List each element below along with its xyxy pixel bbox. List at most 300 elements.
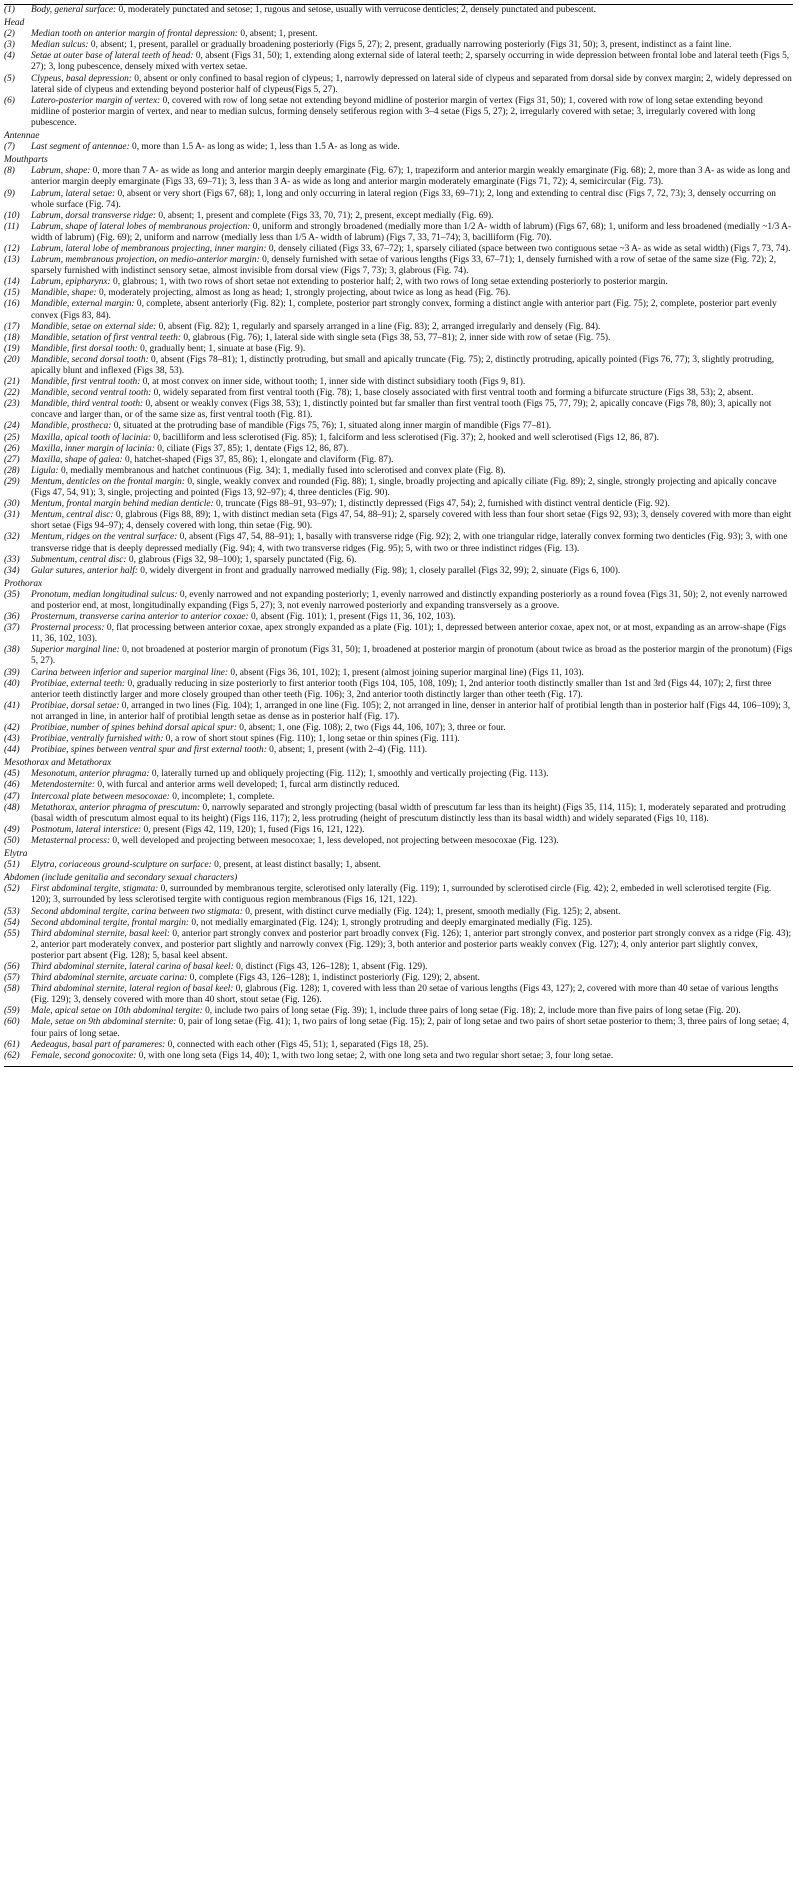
character-number: (51) — [4, 860, 20, 871]
character-entry — [4, 466, 793, 477]
character-description — [31, 333, 793, 344]
character-states: 0, ciliate (Figs 37, 85); 1, dentate (Figs 12, 86, 87). — [154, 443, 349, 454]
character-label: Elytra, coriaceous ground-sculpture on surface: — [31, 860, 212, 871]
character-states: 0, medially membranous and hatchet continuous (Fig. 34); 1, medially fused into sclerotised and convex plate (Fig. 8). — [58, 465, 506, 476]
character-number: (20) — [4, 354, 20, 365]
character-entry — [4, 355, 793, 377]
character-entry — [4, 333, 793, 344]
character-entry — [4, 907, 793, 918]
character-label: Maxilla, shape of galea: — [31, 454, 123, 465]
character-states: 0, gradually bent; 1, sinuate at base (Fig. 9). — [137, 343, 306, 354]
character-entry — [4, 701, 793, 723]
character-label: Aedeagus, basal part of parameres: — [31, 1039, 166, 1050]
character-description — [31, 29, 793, 40]
character-entry — [4, 322, 793, 333]
character-label: Second abdominal tergite, carina between two stigmata: — [31, 906, 243, 917]
character-label: Mandible, shape: — [31, 288, 97, 299]
character-entry — [4, 734, 793, 745]
character-description — [31, 860, 793, 871]
character-label: Last segment of antennae: — [31, 142, 130, 153]
character-description — [31, 645, 793, 667]
character-description — [31, 355, 793, 377]
character-states: 0, incomplete; 1, complete. — [169, 791, 275, 802]
character-label: Gular sutures, anterior half: — [31, 565, 138, 576]
character-number: (61) — [4, 1039, 20, 1050]
character-label: Median sulcus: — [31, 40, 89, 51]
character-description — [31, 792, 793, 803]
character-entry — [4, 377, 793, 388]
character-entry — [4, 166, 793, 188]
character-description — [31, 973, 793, 984]
character-description — [31, 377, 793, 388]
character-entry — [4, 723, 793, 734]
character-description — [31, 623, 793, 645]
character-description — [31, 299, 793, 321]
character-label: Female, second gonocoxite: — [31, 1050, 137, 1061]
character-label: Prosternum, transverse carina anterior to anterior coxae: — [31, 612, 249, 623]
character-description — [31, 1051, 793, 1062]
character-label: Mentum, central disc: — [31, 510, 114, 521]
character-description — [31, 884, 793, 906]
character-description — [31, 466, 793, 477]
character-list — [4, 5, 793, 1062]
character-entry — [4, 399, 793, 421]
character-number: (14) — [4, 277, 20, 288]
character-description — [31, 96, 793, 129]
character-label: Mandible, second ventral tooth: — [31, 388, 152, 399]
character-label: Mandible, prostheca: — [31, 421, 112, 432]
character-label: Third abdominal sternite, lateral region of basal keel: — [31, 984, 234, 995]
character-entry — [4, 344, 793, 355]
character-label: Latero-posterior margin of vertex: — [31, 95, 161, 106]
character-description — [31, 166, 793, 188]
character-entry — [4, 433, 793, 444]
character-entry — [4, 803, 793, 825]
character-label: Third abdominal sternite, basal keel: — [31, 928, 170, 939]
character-number: (8) — [4, 166, 15, 177]
character-label: Third abdominal sternite, arcuate carina: — [31, 973, 188, 984]
character-entry — [4, 444, 793, 455]
character-number: (45) — [4, 769, 20, 780]
character-entry — [4, 1006, 793, 1017]
character-number: (24) — [4, 421, 20, 432]
character-states: 0, moderately punctated and setose; 1, rugous and setose, usually with verrucose denticles; 2, densely punctated and pubescent. — [116, 5, 596, 15]
character-number: (57) — [4, 973, 20, 984]
character-states: 0, connected with each other (Figs 45, 51); 1, separated (Figs 18, 25). — [165, 1039, 429, 1050]
character-entry — [4, 962, 793, 973]
character-number: (19) — [4, 343, 20, 354]
character-description — [31, 142, 793, 153]
character-entry — [4, 222, 793, 244]
character-number: (60) — [4, 1017, 20, 1028]
character-entry — [4, 612, 793, 623]
character-label: Male, setae on 9th abdominal sternite: — [31, 1017, 177, 1028]
character-entry — [4, 1051, 793, 1062]
character-label: Mandible, first ventral tooth: — [31, 377, 141, 388]
character-states: 0, absent or very short (Figs 67, 68); 1, long and only occurring in lateral region (Figs 33, 69–71); 2, long and extending to central disc (Figs 7, 72, 73); 3, densely occurring on whole surface (Fig. 74). — [31, 188, 776, 210]
character-entry — [4, 74, 793, 96]
character-number: (6) — [4, 95, 15, 106]
character-number: (59) — [4, 1006, 20, 1017]
character-label: Body, general surface: — [31, 5, 117, 15]
character-description — [31, 907, 793, 918]
character-entry — [4, 96, 793, 129]
character-entry — [4, 388, 793, 399]
character-description — [31, 288, 793, 299]
character-label: Labrum, dorsal transverse ridge: — [31, 210, 157, 221]
character-description — [31, 723, 793, 734]
character-description — [31, 5, 793, 16]
character-number: (35) — [4, 589, 20, 600]
character-number: (40) — [4, 678, 20, 689]
character-entry — [4, 555, 793, 566]
character-states: 0, absent or only confined to basal region of clypeus; 1, narrowly depressed on lateral side of clypeus and separated from dorsal side by convex margin; 2, widely depressed on lateral side of clypeus and extending beyond posterior half of clypeus(Figs 5, 27). — [31, 73, 792, 95]
character-number: (39) — [4, 667, 20, 678]
character-label: Maxilla, apical tooth of lacinia: — [31, 432, 152, 443]
character-description — [31, 734, 793, 745]
character-description — [31, 1006, 793, 1017]
character-entry — [4, 918, 793, 929]
character-states: 0, widely divergent in front and gradually narrowed medially (Fig. 98); 1, closely parallel (Figs 32, 99); 2, sinuate (Figs 6, 100). — [137, 565, 621, 576]
character-states: 0, absent; 1, present, parallel or gradually broadening posteriorly (Figs 5, 27); 2, present, gradually narrowing posteriorly (Figs 31, 50); 3, present, indistinct as a faint line. — [88, 40, 732, 51]
character-number: (22) — [4, 388, 20, 399]
character-entry — [4, 29, 793, 40]
character-number: (36) — [4, 612, 20, 623]
character-states: 0, absent (Fig. 101); 1, present (Figs 11, 36, 102, 103). — [248, 612, 456, 623]
character-description — [31, 510, 793, 532]
character-description — [31, 399, 793, 421]
character-number: (54) — [4, 917, 20, 928]
character-states: 0, more than 7 A- as wide as long and anterior margin deeply emarginate (Fig. 67); 1, trapeziform and anterior margin weakly emarginate (Fig. 68); 2, more than 3 A- as wide as long and anterior margin deeply emarginate (Figs 33, 69–71); 3, less than 3 A- as wide as long and anterior margin moderately emarginate (Figs 71, 72); 4, semicircular (Fig. 73). — [31, 166, 791, 188]
character-label: Third abdominal sternite, lateral carina of basal keel: — [31, 961, 234, 972]
character-description — [31, 388, 793, 399]
character-entry — [4, 679, 793, 701]
section-heading: Abdomen (include genitalia and secondary sexual characters) — [4, 873, 238, 884]
character-states: 0, with furcal and anterior arms well developed; 1, furcal arm distinctly reduced. — [95, 780, 400, 791]
character-states: 0, present (Figs 42, 119, 120); 1, fused (Figs 16, 121, 122). — [141, 824, 365, 835]
character-number: (27) — [4, 454, 20, 465]
character-states: 0, absent; 1, present. — [238, 29, 318, 40]
character-label: Submentum, central disc: — [31, 554, 127, 565]
character-states: 0, absent; 1, present and complete (Figs 33, 70, 71); 2, present, except medially (Fig. 69). — [156, 210, 494, 221]
character-states: 0, anterior part strongly convex and posterior part broadly convex (Fig. 126); 1, anterior part strongly convex, and posterior part strongly convex as a ridge (Fig. 43); 2, anterior part moderately convex, and posterior part slightly and narrowly convex (Fig. 129); 3, both anterior and posterior parts weakly convex (Fig. 127); 4, only anterior part slightly convex, posterior part absent (Fig. 128); 5, basal keel absent. — [31, 928, 792, 961]
character-number: (43) — [4, 734, 20, 745]
character-label: Prosternal process: — [31, 623, 105, 634]
character-description — [31, 74, 793, 96]
character-states: 0, bacilliform and less sclerotised (Fig. 85); 1, falciform and less sclerotised (Fig. 37); 2, hooked and well sclerotised (Figs 12, 86, 87). — [151, 432, 660, 443]
character-entry — [4, 929, 793, 962]
character-states: 0, glabrous (Figs 88, 89); 1, with distinct median seta (Figs 47, 54, 88–91); 2, sparsely covered with less than four short setae (Figs 92, 93); 3, densely covered with more than eight short setae (Figs 94–97); 4, densely covered with long, thin setae (Fig. 90). — [31, 510, 792, 532]
character-states: 0, situated at the protruding base of mandible (Figs 75, 76); 1, situated along inner margin of mandible (Figs 77–81). — [111, 421, 552, 432]
character-number: (31) — [4, 510, 20, 521]
character-description — [31, 918, 793, 929]
character-number: (16) — [4, 299, 20, 310]
character-entry — [4, 668, 793, 679]
character-label: Protibiae, spines between ventral spur and first external tooth: — [31, 745, 267, 756]
character-description — [31, 701, 793, 723]
character-label: Mandible, setation of first ventral teeth: — [31, 332, 181, 343]
character-number: (13) — [4, 255, 20, 266]
character-number: (21) — [4, 377, 20, 388]
character-description — [31, 222, 793, 244]
character-entry — [4, 277, 793, 288]
character-states: 0, glabrous (Fig. 128); 1, covered with less than 20 setae of various lengths (Figs 43, 127); 2, covered with more than 40 setae of various lengths (Fig. 129); 3, densely covered with more than 40 short, stout setae (Fig. 126). — [31, 984, 779, 1006]
character-entry — [4, 455, 793, 466]
character-states: 0, complete, absent anteriorly (Fig. 82); 1, complete, posterior part strongly convex, forming a distinct angle with anterior part (Fig. 75); 2, complete, posterior part evenly convex (Figs 83, 84). — [31, 299, 777, 321]
character-entry — [4, 499, 793, 510]
character-label: Mentum, ridges on the ventral surface: — [31, 532, 178, 543]
character-states: 0, flat processing between anterior coxae, apex strongly expanded as a plate (Fig. 101); 1, depressed between anterior coxae, apex not, or at most, expanding as an arrow-shape (Figs 11, 36, 102, 103). — [31, 623, 787, 645]
character-number: (26) — [4, 443, 20, 454]
character-number: (2) — [4, 29, 15, 40]
character-number: (34) — [4, 565, 20, 576]
character-description — [31, 668, 793, 679]
character-label: Metathorax, anterior phragma of prescutum: — [31, 802, 201, 813]
character-states: 0, present, at least distinct basally; 1, absent. — [211, 860, 382, 871]
character-entry — [4, 40, 793, 51]
character-description — [31, 612, 793, 623]
character-states: 0, laterally turned up and obliquely projecting (Fig. 112); 1, smoothly and vertically projecting (Fig. 113). — [149, 769, 549, 780]
character-entry — [4, 1017, 793, 1039]
character-states: 0, not broadened at posterior margin of pronotum (Figs 31, 50); 1, broadened at posterior margin of pronotum (about twice as broad as the posterior margin of the pronotum) (Figs 5, 27). — [31, 645, 793, 667]
character-number: (58) — [4, 984, 20, 995]
character-entry — [4, 299, 793, 321]
character-description — [31, 40, 793, 51]
character-description — [31, 455, 793, 466]
character-entry — [4, 884, 793, 906]
character-label: Protibiae, ventrally furnished with: — [31, 734, 164, 745]
character-number: (46) — [4, 780, 20, 791]
character-description — [31, 825, 793, 836]
character-states: 0, at most convex on inner side, without tooth; 1, inner side with distinct subsidiary tooth (Figs 9, 81). — [140, 377, 526, 388]
character-label: Mandible, second dorsal tooth: — [31, 354, 149, 365]
character-description — [31, 1040, 793, 1051]
character-entry — [4, 836, 793, 847]
character-description — [31, 255, 793, 277]
character-entry — [4, 645, 793, 667]
character-description — [31, 962, 793, 973]
character-number: (55) — [4, 928, 20, 939]
character-states: 0, single, weakly convex and rounded (Fig. 88); 1, single, broadly projecting and apically ciliate (Fig. 89); 2, single, strongly projecting and apically concave (Figs 47, 54, 91); 3, single, projecting and pointed (Figs 13, 92–97); 4, three denticles (Fig. 90). — [31, 476, 777, 499]
character-states: 0, uniform and strongly broadened (medially more than 1/2 A- width of labrum) (Figs 67, 68); 1, uniform and less broadened (medially ~1/3 A- width of labrum) (Fig. 69); 2, uniform and narrow (medially less than 1/5 A- width of labrum) (Figs 7, 33, 71–74); 3, bacilliform (Fig. 70). — [31, 221, 792, 243]
character-number: (41) — [4, 700, 20, 711]
character-states: 0, a row of short stout spines (Fig. 110); 1, long setae or thin spines (Fig. 111). — [163, 734, 460, 745]
character-label: Median tooth on anterior margin of frontal depression: — [31, 29, 239, 40]
character-label: Protibiae, dorsal setae: — [31, 700, 120, 711]
character-number: (30) — [4, 499, 20, 510]
section-heading: Head — [4, 18, 25, 29]
character-description — [31, 769, 793, 780]
character-entry — [4, 51, 793, 73]
character-number: (50) — [4, 835, 20, 846]
character-states: 0, glabrous; 1, with two rows of short setae not extending to posterior half; 2, with two rows of long setae extending posteriorly to posterior margin. — [110, 277, 668, 288]
character-number: (4) — [4, 51, 15, 62]
character-states: 0, hatchet-shaped (Figs 37, 85, 86); 1, elongate and claviform (Fig. 87). — [122, 454, 394, 465]
character-states: 0, include two pairs of long setae (Fig. 39); 1, include three pairs of long setae (Fig. 18); 2, include more than five pairs of long setae (Fig. 20). — [202, 1006, 741, 1017]
character-entry — [4, 211, 793, 222]
character-label: Postnotum, lateral interstice: — [31, 824, 142, 835]
character-label: Mesonotum, anterior phragma: — [31, 769, 150, 780]
character-description — [31, 780, 793, 791]
character-states: 0, arranged in two lines (Fig. 104); 1, arranged in one line (Fig. 105); 2, not arranged in line, denser in anterior half of protibial length than in posterior half (Figs 44, 106–109); 3, not arranged in line, in anterior half of protibial length setae as dense as in posterior half (Fig. 17). — [31, 700, 791, 722]
character-number: (12) — [4, 243, 20, 254]
character-entry — [4, 860, 793, 871]
character-label: Intercoxal plate between mesocoxae: — [31, 791, 170, 802]
character-description — [31, 679, 793, 701]
character-entry — [4, 532, 793, 554]
character-description — [31, 421, 793, 432]
character-label: Labrum, lateral lobe of membranous projecting, inner margin: — [31, 243, 267, 254]
character-label: Metendosternite: — [31, 780, 96, 791]
character-description — [31, 532, 793, 554]
character-number: (62) — [4, 1050, 20, 1061]
character-label: Mandible, external margin: — [31, 299, 135, 310]
character-number: (23) — [4, 399, 20, 410]
character-states: 0, surrounded by membranous tergite, sclerotised only laterally (Fig. 119); 1, surrounded by sclerotised circle (Fig. 42); 2, embeded in well sclerotised tergite (Fig. 120); 3, surrounded by less sclerotised tergite with contiguous region membranous (Figs 16, 121, 122). — [31, 884, 772, 906]
character-states: 0, absent (Figs 47, 54, 88–91); 1, basally with transverse ridge (Fig. 92); 2, with one triangular ridge, laterally convex forming two denticles (Fig. 93); 3, with one transverse ridge that is deeply depressed medially (Fig. 94); 4, with two transverse ridges (Fig. 95); 5, with two or three indistinct ridges (Fig. 13). — [31, 532, 788, 554]
character-states: 0, absent (Figs 31, 50); 1, extending along external side of lateral teeth; 2, sparsely occurring in wide depression between frontal lobe and lateral teeth (Figs 5, 27); 3, long pubescence, densely mixed with vertex setae. — [31, 51, 790, 73]
character-states: 0, narrowly separated and strongly projecting (basal width of prescutum far less than its height) (Figs 35, 114, 115); 1, moderately separated and protruding (basal width of prescutum almost equal to its height) (Figs 116, 117); 2, less protruding (height of prescutum distinctly less than its basal width) and widely separated (Figs 10, 118). — [31, 802, 786, 824]
character-states: 0, absent; 1, present (with 2–4) (Fig. 111). — [266, 745, 428, 756]
character-description — [31, 929, 793, 962]
character-number: (33) — [4, 554, 20, 565]
character-entry — [4, 255, 793, 277]
character-label: Labrum, shape: — [31, 166, 91, 177]
character-number: (28) — [4, 465, 20, 476]
character-states: 0, present, with distinct curve medially (Fig. 124); 1, present, smooth medially (Fig. 125); 2, absent. — [242, 906, 621, 917]
character-entry — [4, 288, 793, 299]
character-states: 0, densely ciliated (Figs 33, 67–72); 1, sparsely ciliated (space between two contiguous setae ~3 A- as wide as setal width) (Figs 7, 73, 74). — [266, 243, 791, 254]
character-label: Protibiae, external teeth: — [31, 678, 126, 689]
character-number: (44) — [4, 745, 20, 756]
character-number: (5) — [4, 73, 15, 84]
character-label: Mandible, setae on external side: — [31, 321, 157, 332]
character-number: (25) — [4, 432, 20, 443]
character-states: 0, truncate (Figs 88–91, 93–97); 1, distinctly depressed (Figs 47, 54); 2, furnished with distinct ventral denticle (Fig. 92). — [213, 499, 670, 510]
character-entry — [4, 780, 793, 791]
character-label: Protibiae, number of spines behind dorsal apical spur: — [31, 723, 237, 733]
character-number: (56) — [4, 961, 20, 972]
character-label: Mentum, frontal margin behind median denticle: — [31, 499, 214, 510]
character-label: Superior marginal line: — [31, 645, 120, 656]
character-label: Labrum, epipharynx: — [31, 277, 111, 288]
character-number: (18) — [4, 332, 20, 343]
character-number: (37) — [4, 623, 20, 634]
character-entry — [4, 189, 793, 211]
character-states: 0, glabrous (Figs 32, 98–100); 1, sparsely punctated (Fig. 6). — [126, 554, 357, 565]
character-states: 0, evenly narrowed and not expanding posteriorly; 1, evenly narrowed and distinctly expanding posteriorly as a round fovea (Figs 31, 50); 2, not evenly narrowed and posterior end, at most, longitudinally expanding (Figs 5, 27); 3, not evenly narrowed posteriorly and expanding transversely as a groove. — [31, 589, 788, 611]
character-description — [31, 344, 793, 355]
character-number: (52) — [4, 884, 20, 895]
character-label: Metasternal process: — [31, 835, 111, 846]
character-description — [31, 1017, 793, 1039]
character-description — [31, 555, 793, 566]
character-entry — [4, 590, 793, 612]
character-states: 0, widely separated from first ventral tooth (Fig. 78); 1, base closely associated with first ventral tooth and forming a bifurcate structure (Figs 38, 53); 2, absent. — [151, 388, 754, 399]
character-description — [31, 836, 793, 847]
character-label: Male, apical setae on 10th abdominal tergite: — [31, 1006, 203, 1017]
character-entry — [4, 825, 793, 836]
character-entry — [4, 566, 793, 577]
character-label: Setae at outer base of lateral teeth of head: — [31, 51, 194, 62]
character-label: Mandible, third ventral tooth: — [31, 399, 144, 410]
character-states: 0, complete (Figs 43, 126–128); 1, indistinct posteriorly (Fig. 129); 2, absent. — [187, 973, 481, 984]
section-heading: Elytra — [4, 849, 28, 860]
character-states: 0, gradually reducing in size posteriorly to first anterior tooth (Figs 104, 105, 108, 109); 1, 2nd anterior tooth distinctly smaller than 1st and 3rd (Figs 44, 107); 2, first three anterior teeth distinctly larger and more closely grouped than other teeth (Fig. 106); 3, 2nd anterior tooth distinctly larger than other teeth (Fig. 17). — [31, 678, 772, 700]
character-states: 0, covered with row of long setae not extending beyond midline of posterior margin of vertex (Figs 31, 50); 1, covered with row of long setae extending beyond midline of posterior margin of vertex, and near to median sulcus, forming densely setiferous region with 3–4 setae (Figs 5, 27); 2, irregularly covered with setae; 3, irregularly covered with long pubescence. — [31, 95, 763, 128]
character-number: (7) — [4, 142, 15, 153]
character-number: (49) — [4, 824, 20, 835]
character-label: Maxilla, inner margin of lacinia: — [31, 443, 155, 454]
character-states: 0, well developed and projecting between mesocoxae; 1, less developed, not projecting between mesocoxae (Fig. 123). — [110, 835, 559, 846]
character-description — [31, 189, 793, 211]
character-label: Pronotum, median longitudinal sulcus: — [31, 589, 178, 600]
character-label: Ligula: — [31, 465, 59, 476]
character-description — [31, 566, 793, 577]
character-states: 0, densely furnished with setae of various lengths (Figs 33, 67–71); 1, densely furnished with a row of setae of the same size (Fig. 72); 2, sparsely furnished with indistinct sensory setae, almost invisible from dorsal view (Figs 7, 73); 3, glabrous (Fig. 74). — [31, 255, 777, 277]
character-states: 0, distinct (Figs 43, 126–128); 1, absent (Fig. 129). — [233, 961, 428, 972]
character-number: (3) — [4, 40, 15, 51]
character-entry — [4, 477, 793, 499]
character-entry — [4, 5, 793, 16]
character-number: (10) — [4, 210, 20, 221]
section-heading: Mesothorax and Metathorax — [4, 758, 112, 769]
character-label: Mentum, denticles on the frontal margin: — [31, 476, 185, 487]
section-heading: Mouthparts — [4, 155, 48, 166]
character-states: 0, moderately projecting, almost as long as head; 1, strongly projecting, about twice as long as head (Fig. 76). — [96, 288, 511, 299]
character-entry — [4, 244, 793, 255]
character-entry — [4, 769, 793, 780]
character-description — [31, 590, 793, 612]
bottom-rule — [4, 1066, 793, 1067]
character-number: (42) — [4, 723, 20, 733]
character-states: 0, absent (Figs 36, 101, 102); 1, present (almost joining superior marginal line) (Figs 11, 103). — [228, 667, 584, 678]
character-entry — [4, 973, 793, 984]
character-entry — [4, 1040, 793, 1051]
character-description — [31, 244, 793, 255]
character-description — [31, 433, 793, 444]
character-number: (38) — [4, 645, 20, 656]
character-number: (11) — [4, 221, 19, 232]
character-entry — [4, 792, 793, 803]
character-states: 0, absent or weakly convex (Figs 38, 53); 1, distinctly pointed but far smaller than first ventral tooth (Figs 75, 77, 79); 2, apically concave (Figs 78, 80); 3, apically not concave and larger than, or of the same size as, first ventral tooth (Fig. 81). — [31, 399, 772, 421]
character-description — [31, 984, 793, 1006]
character-states: 0, more than 1.5 A- as long as wide; 1, less than 1.5 A- as long as wide. — [129, 142, 400, 153]
character-entry — [4, 142, 793, 153]
character-description — [31, 745, 793, 756]
character-description — [31, 322, 793, 333]
character-label: First abdominal tergite, stigmata: — [31, 884, 159, 895]
character-label: Clypeus, basal depression: — [31, 73, 132, 84]
character-entry — [4, 623, 793, 645]
character-states: 0, not medially emarginated (Fig. 124); 1, strongly protruding and deeply emarginated medially (Fig. 125). — [189, 917, 593, 928]
character-label: Labrum, shape of lateral lobes of membranous projection: — [31, 221, 251, 232]
character-states: 0, absent (Figs 78–81); 1, distinctly protruding, but small and apically truncate (Fig. 75); 2, distinctly protruding, apically pointed (Figs 76, 77); 3, slightly protruding, apically blunt and inflexed (Figs 38, 53). — [31, 354, 775, 376]
character-label: Labrum, lateral setae: — [31, 188, 116, 199]
character-states: 0, with one long seta (Figs 14, 40); 1, with two long setae; 2, with one long seta and two regular short setae; 3, four long setae. — [136, 1050, 614, 1061]
character-description — [31, 477, 793, 499]
character-description — [31, 499, 793, 510]
character-description — [31, 51, 793, 73]
section-heading: Prothorax — [4, 578, 43, 589]
character-entry — [4, 745, 793, 756]
character-entry — [4, 421, 793, 432]
section-heading: Antennae — [4, 131, 40, 142]
character-number: (17) — [4, 321, 20, 332]
character-label: Carina between inferior and superior marginal line: — [31, 667, 229, 678]
character-label: Mandible, first dorsal tooth: — [31, 343, 138, 354]
character-number: (53) — [4, 906, 20, 917]
